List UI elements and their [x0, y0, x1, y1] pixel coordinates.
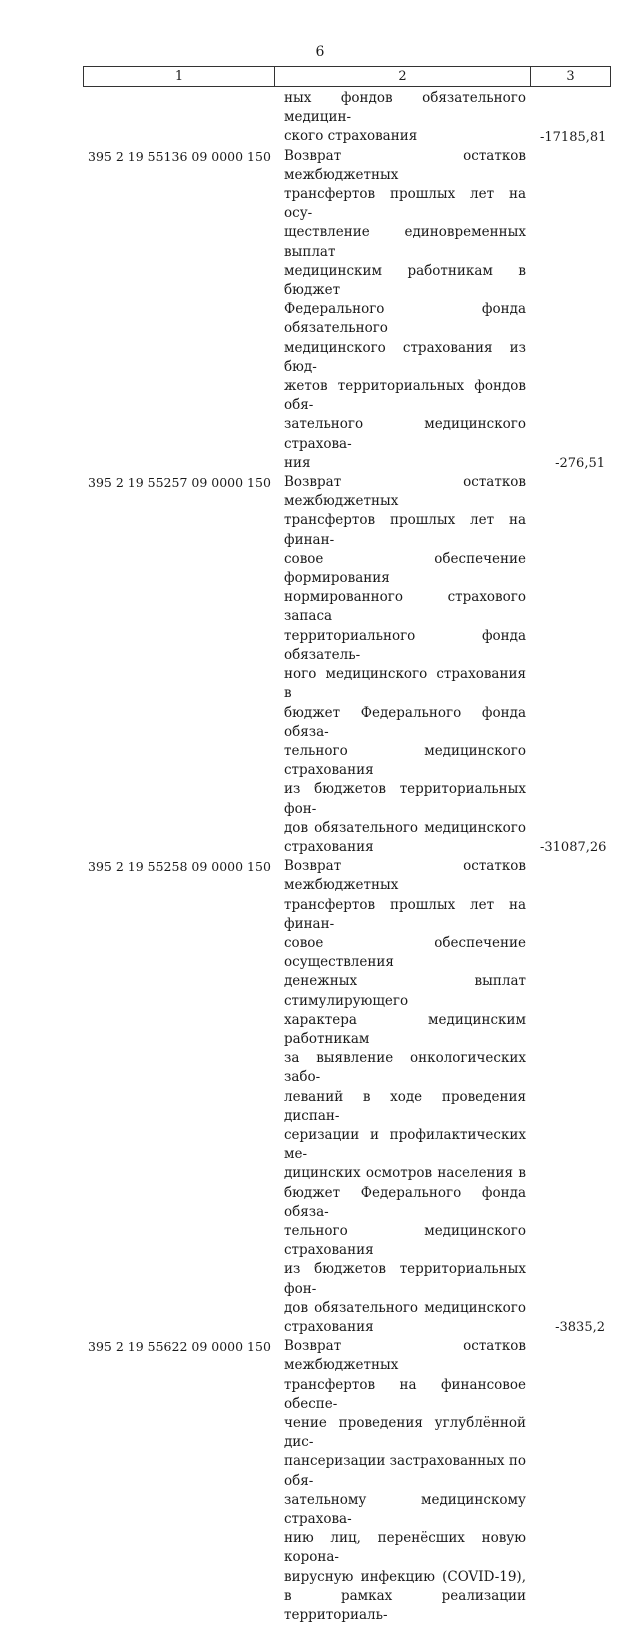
kbk-code: 395 2 19 55136 09 0000 150 [88, 148, 271, 164]
desc-line: ного медицинского страхования в [284, 666, 526, 702]
desc-line: серизации и профилактических ме- [284, 1126, 526, 1163]
desc-line: тельного медицинского страхования [284, 742, 526, 779]
desc-line: в рамках реализации территориаль- [284, 1587, 526, 1624]
row-description [284, 857, 526, 1337]
desc-line: трансфертов прошлых лет на финан- [284, 896, 526, 932]
header-col-3: 3 [566, 69, 575, 84]
row-amount: -276,51 [555, 456, 605, 472]
desc-line: вирусную инфекцию (COVID-19), [284, 1568, 526, 1585]
table-row [0, 840, 640, 1337]
desc-line: чение проведения углублённой дис- [284, 1415, 526, 1451]
desc-line: трансфертов прошлых лет на осу- [284, 186, 526, 222]
header-col-1: 1 [84, 67, 275, 86]
desc-line: из бюджетов территориальных фон- [284, 781, 526, 817]
table-header [83, 66, 611, 87]
desc-line: нормированного страхового запаса [284, 589, 526, 625]
desc-line: бюджет Федерального фонда обяза- [284, 704, 526, 740]
desc-line: дов обязательного медицинского [284, 1299, 526, 1316]
desc-line: за выявление онкологических забо- [284, 1050, 526, 1086]
desc-line: медицинским работникам в бюджет [284, 262, 526, 299]
table-body [0, 89, 640, 1625]
header-col-2: 2 [275, 67, 531, 86]
desc-line: денежных выплат стимулирующего [284, 973, 526, 1009]
desc-line: страхования [284, 838, 374, 855]
row-description [284, 473, 526, 857]
desc-line: характера медицинским работникам [284, 1011, 526, 1047]
row-description [284, 89, 526, 147]
desc-line: трансфертов на финансовое обеспе- [284, 1376, 526, 1412]
table-row [0, 129, 640, 473]
desc-line: дицинских осмотров населения в [284, 1165, 526, 1182]
kbk-code: 395 2 19 55622 09 0000 150 [88, 1339, 271, 1355]
desc-line: зательного медицинского страхова- [284, 416, 526, 452]
desc-line: зательному медицинскому страхова- [284, 1491, 526, 1528]
desc-line: Возврат остатков межбюджетных [284, 147, 526, 183]
desc-line: бюджет Федерального фонда обяза- [284, 1184, 526, 1220]
desc-line: Возврат остатков межбюджетных [284, 1338, 526, 1374]
desc-line: нию лиц, перенёсших новую корона- [284, 1530, 526, 1566]
row-amount: -3835,2 [555, 1320, 605, 1336]
desc-line: совое обеспечение осуществления [284, 934, 526, 971]
desc-line: трансфертов прошлых лет на финан- [284, 512, 526, 548]
desc-line: Возврат остатков межбюджетных [284, 858, 526, 894]
page-number: 6 [315, 44, 325, 60]
desc-line: ных фондов обязательного медицин- [284, 90, 526, 126]
desc-line: страхования [284, 1319, 374, 1335]
desc-line: жетов территориальных фондов обя- [284, 378, 526, 414]
desc-line: ния [284, 454, 311, 471]
desc-line: Федерального фонда обязательного [284, 301, 526, 337]
desc-line: пансеризации застрахованных по обя- [284, 1453, 526, 1489]
desc-line: леваний в ходе проведения диспан- [284, 1088, 526, 1124]
desc-line: тельного медицинского страхования [284, 1222, 526, 1259]
desc-line: Возврат остатков межбюджетных [284, 474, 526, 510]
desc-line: ществление единовременных выплат [284, 224, 526, 260]
kbk-code: 395 2 19 55257 09 0000 150 [88, 475, 271, 491]
desc-line: из бюджетов территориальных фон- [284, 1261, 526, 1297]
desc-line: ского страхования [284, 128, 418, 145]
desc-line: дов обязательного медицинского [284, 819, 526, 836]
desc-line: территориального фонда обязатель- [284, 627, 526, 663]
kbk-code: 395 2 19 55258 09 0000 150 [88, 859, 271, 875]
desc-line: совое обеспечение формирования [284, 550, 526, 587]
row-description [284, 1337, 526, 1625]
table-row [0, 456, 640, 857]
row-amount: -31087,26 [540, 840, 607, 856]
row-description [284, 147, 526, 473]
row-amount: -17185,81 [540, 129, 607, 145]
desc-line: медицинского страхования из бюд- [284, 339, 526, 375]
